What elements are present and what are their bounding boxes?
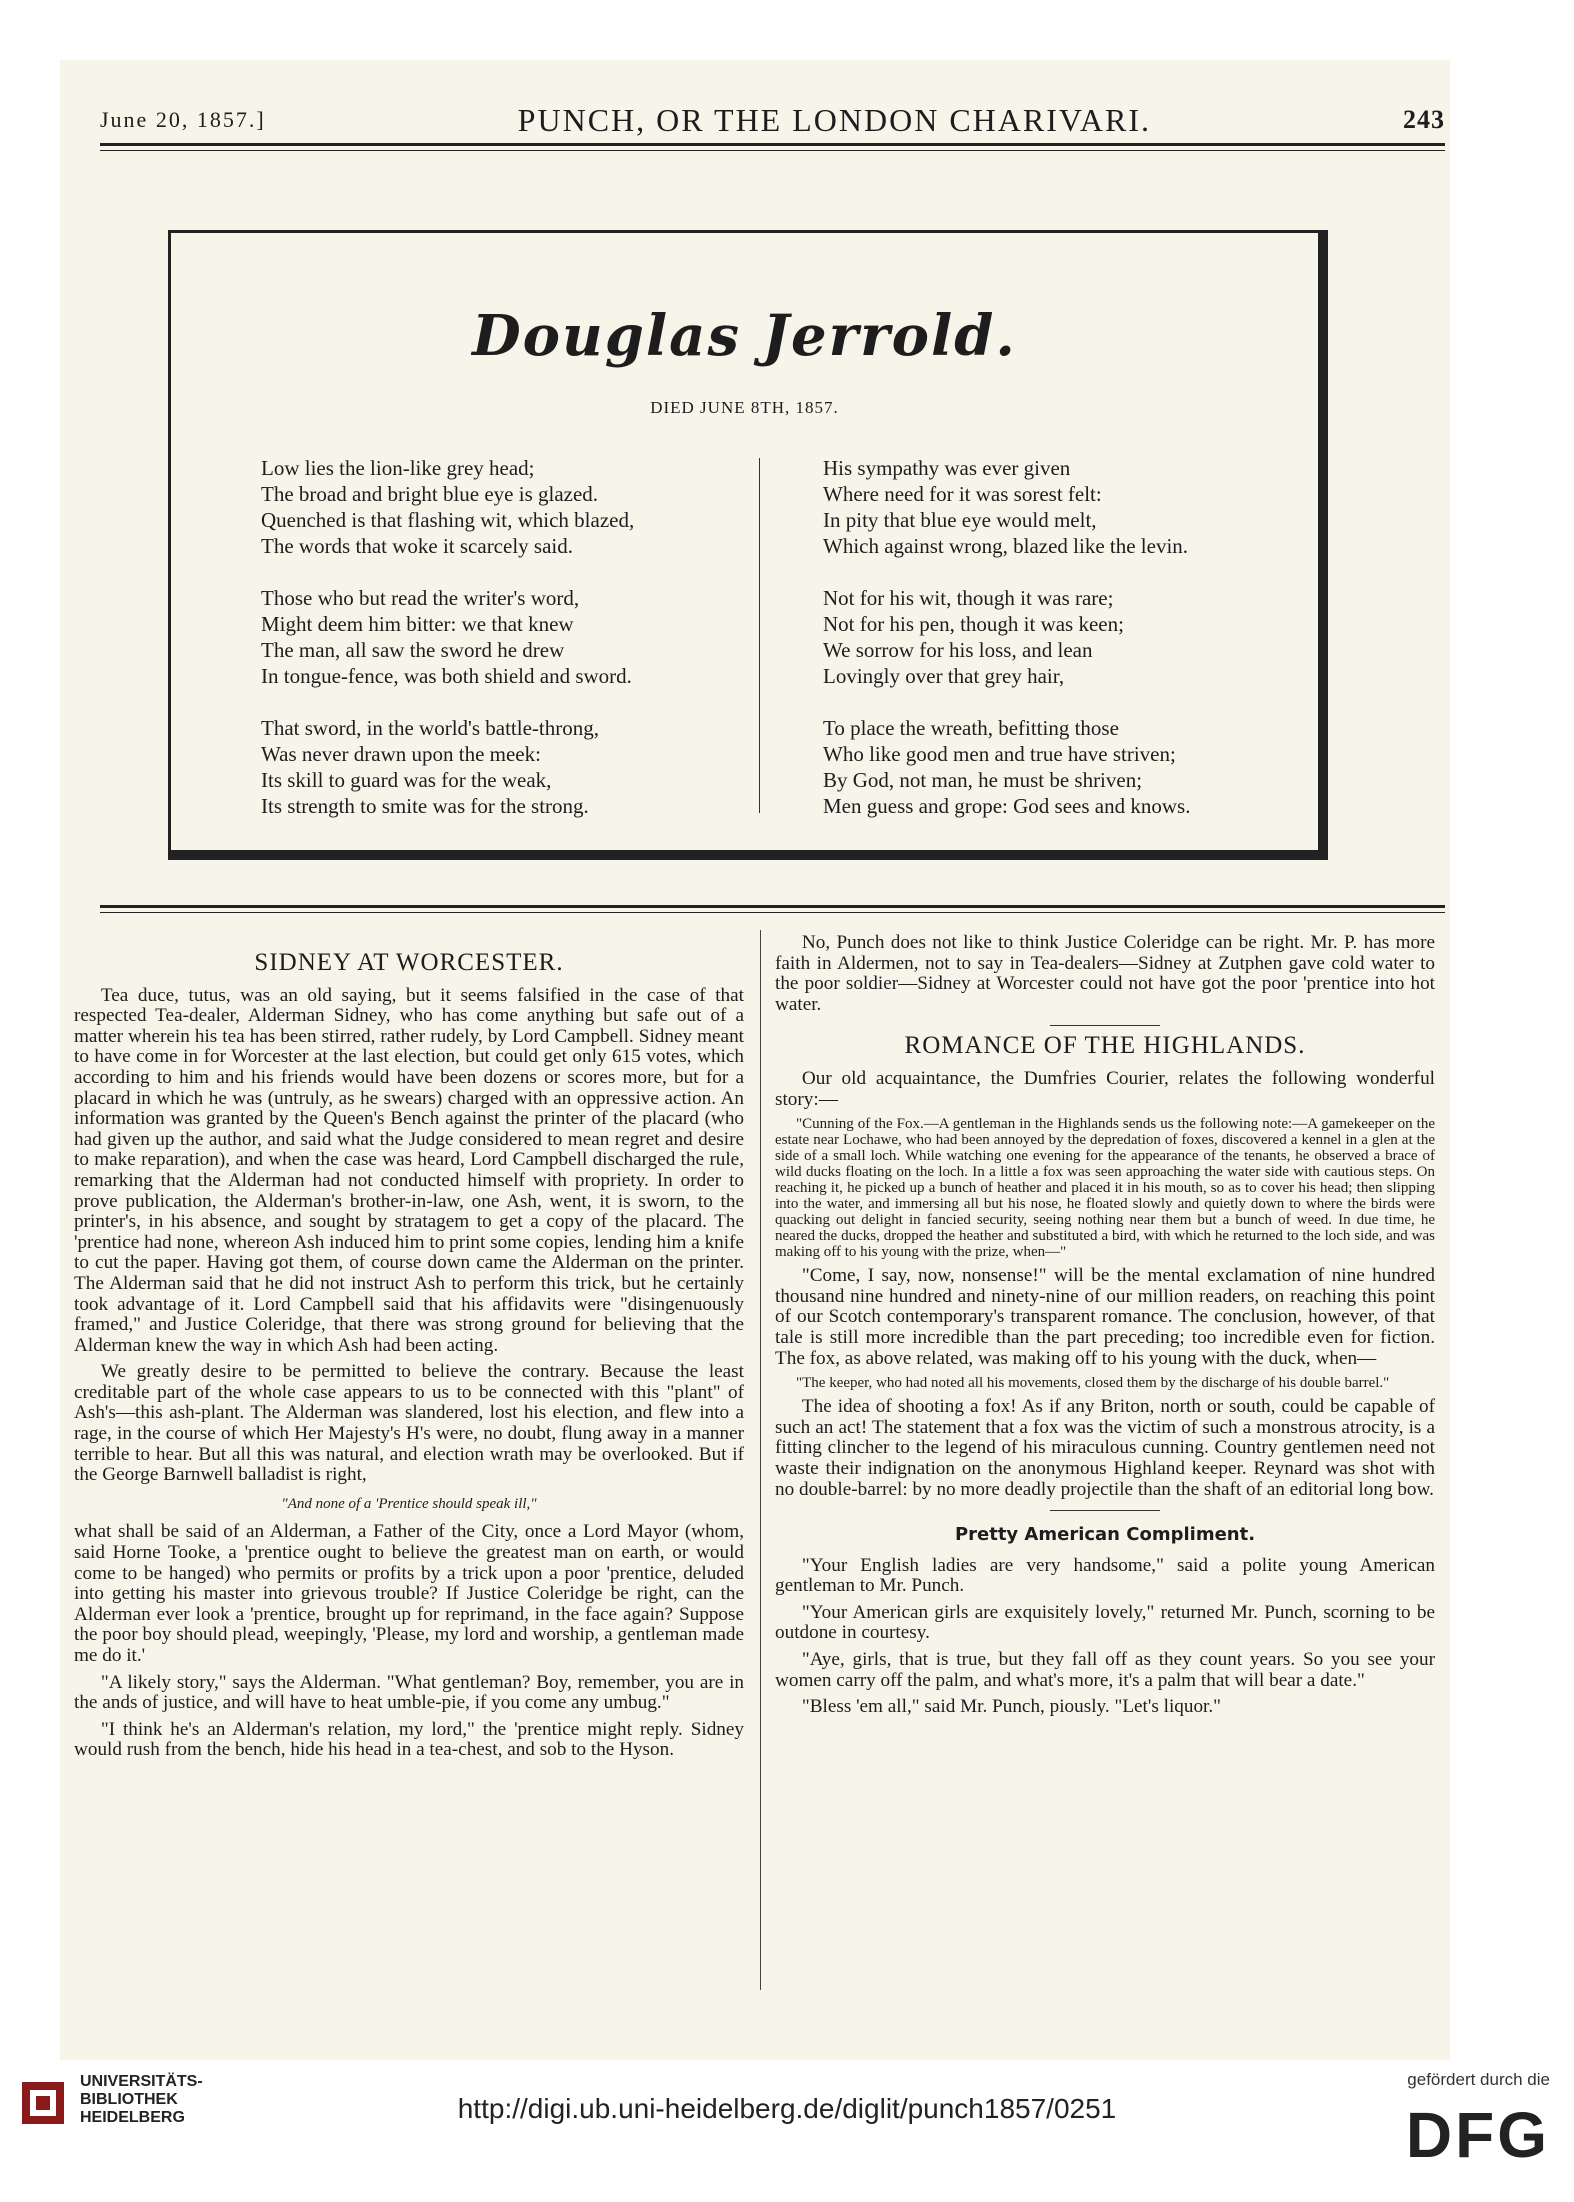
article-paragraph: No, Punch does not like to think Justice Coleridge can be right. Mr. P. has more faith in Aldermen, not to say in Tea-dealers—Sidney at Zutphen gave cold water to the poor soldier—Sidney at Worcester could not have got the poor 'prentice into hot water. bbox=[775, 932, 1435, 1015]
memorial-box bbox=[168, 230, 1328, 860]
column-divider bbox=[760, 930, 761, 1990]
page-number: 243 bbox=[1402, 105, 1445, 134]
page-header bbox=[100, 100, 1445, 140]
dfg-logo: DFG bbox=[1405, 2099, 1550, 2171]
article-paragraph: Tea duce, tutus, was an old saying, but it seems falsified in the case of that respected Tea-dealer, Alderman Sidney, who has come anything but safe out of a matter wherein his tea has been stirred, rather rudely, by Lord Campbell. Sidney meant to have come in for Worcester at the last election, but could get only 615 votes, which according to him and his friends would have been dozens or scores more, but for a placard in which he was (untruly, as he swears) charged with an oppressive action. An information was granted by the Queen's Bench against the printer of the placard (who had given up the author, and said what the Judge considered to mean regret and desire to make reparation), and when the case was heard, Lord Campbell discharged the rule, remarking that the Alderman had not conducted himself with propriety. In order to prove publication, the Alderman's brother-in-law, one Ash, went, it is sworn, to the printer's, in his absence, and sought by stratagem to get a copy of the placard. The 'prentice had none, whereon Ash induced him to print some copies, lending him a knife to cut the paper. Having got them, of course down came the Alderman on the printer. The Alderman said that he did not instruct Ash to perform this trick, but he certainly took advantage of it. Lord Campbell said that his affidavits were "disingenuously framed," and Justice Coleridge, that there was strong ground for believing that the Alderman knew the way in which Ash had been acting. bbox=[74, 984, 744, 1356]
left-article bbox=[74, 945, 744, 1767]
stanza bbox=[823, 455, 1253, 559]
poem-line: Not for his pen, though it was keen; bbox=[823, 612, 1124, 636]
article-paragraph: "Bless 'em all," said Mr. Punch, piously. "Let's liquor." bbox=[801, 1696, 1222, 1718]
newspaper-quote bbox=[775, 1375, 1435, 1391]
article-paragraph: The idea of shooting a fox! As if any Briton, north or south, could be capable of such an act! The statement that a fox was the victim of such a monstrous atrocity, is a fitting clincher to the legend of his miraculous cunning. Country gentlemen need not waste their indignation on the anonymous Highland keeper. Reynard was shot with no double-barrel: by no more deadly projectile than the shaft of an editorial long bow. bbox=[775, 1396, 1435, 1500]
poem-line: His sympathy was ever given bbox=[823, 456, 1071, 480]
quote-text: "The keeper, who had noted all his movements, closed them by the discharge of his double barrel." bbox=[796, 1375, 1390, 1392]
article-paragraph: "Your American girls are exquisitely lovely," returned Mr. Punch, scorning to be outdone in courtesy. bbox=[775, 1601, 1435, 1644]
short-rule bbox=[1050, 1510, 1160, 1511]
poem-line: Those who but read the writer's word, bbox=[261, 586, 580, 610]
poem-left-column bbox=[261, 455, 691, 845]
institution-name: UNIVERSITÄTS- BIBLIOTHEK HEIDELBERG bbox=[80, 2073, 203, 2126]
poem-divider bbox=[759, 458, 760, 813]
stanza bbox=[261, 455, 691, 559]
poem-line: Its skill to guard was for the weak, bbox=[261, 768, 552, 792]
poem-line: In pity that blue eye would melt, bbox=[823, 508, 1097, 532]
stanza bbox=[823, 585, 1253, 689]
article-title: Pretty American Compliment. bbox=[954, 1524, 1256, 1546]
poem-line: Might deem him bitter: we that knew bbox=[261, 612, 574, 636]
poem-line: In tongue-fence, was both shield and sword. bbox=[261, 664, 632, 688]
funding-note: gefördert durch die bbox=[1407, 2070, 1550, 2089]
short-rule bbox=[1050, 1025, 1160, 1026]
poem-line: Who like good men and true have striven; bbox=[823, 742, 1176, 766]
poem-line: We sorrow for his loss, and lean bbox=[823, 638, 1093, 662]
poem-line: Lovingly over that grey hair, bbox=[823, 664, 1065, 688]
poem-line: Quenched is that flashing wit, which blazed, bbox=[261, 508, 635, 532]
poem-line: Men guess and grope: God sees and knows. bbox=[823, 794, 1191, 818]
right-articles bbox=[775, 933, 1435, 1724]
section-rule bbox=[100, 905, 1445, 913]
article-paragraph: "Come, I say, now, nonsense!" will be the mental exclamation of nine hundred thousand nine hundred and ninety-nine of our million readers, on reaching this point of our Scotch contemporary's transparent romance. The conclusion, however, of that tale is still more incredible than the part preceding; too incredible even for fiction. The fox, as above related, was making off to his young with the duck, when— bbox=[775, 1265, 1435, 1369]
article-title: SIDNEY AT WORCESTER. bbox=[254, 949, 564, 976]
poem-line: Where need for it was sorest felt: bbox=[823, 482, 1102, 506]
article-paragraph: We greatly desire to be permitted to believe the contrary. Because the least creditable part of the whole case appears to us to be connected with this "plant" of Ash's—this ash-plant. The Alderman was slandered, lost his election, and flew into a rage, in the course of which Her Majesty's H's were, no doubt, flung away in a manner terrible to hear. But all this was natural, and election wrath may be overlooked. But if the George Barnwell balladist is right, bbox=[74, 1361, 744, 1486]
article-paragraph: what shall be said of an Alderman, a Father of the City, once a Lord Mayor (whom, said Horne Tooke, a 'prentice ought to believe the greatest man on earth, or would come to be hanged) who permits or profits by a trick upon a poor 'prentice, deluded into getting his master into grievous trouble? If Justice Coleridge be right, can the Alderman ever look a 'prentice, brought up for reprimand, in the face again? Suppose the poor boy should plead, weepingly, 'Please, my lord and worship, a gentleman made me do it.' bbox=[74, 1521, 744, 1666]
ballad-quote: "And none of a 'Prentice should speak ill," bbox=[281, 1495, 537, 1512]
article-paragraph: Our old acquaintance, the Dumfries Courier, relates the following wonderful story:— bbox=[775, 1067, 1435, 1110]
article-title: ROMANCE OF THE HIGHLANDS. bbox=[904, 1032, 1306, 1060]
poem-line: That sword, in the world's battle-throng, bbox=[261, 716, 599, 740]
poem-line: Was never drawn upon the meek: bbox=[261, 742, 541, 766]
header-date: June 20, 1857.] bbox=[100, 107, 266, 132]
poem-line: Its strength to smite was for the strong. bbox=[261, 794, 589, 818]
quote-text: "Cunning of the Fox.—A gentleman in the Highlands sends us the following note:—A gamekeeper on the estate near Lochawe, who had been annoyed by the depredation of foxes, discovered a kennel in a glen at the side of a small loch. While watching one evening for the appearance of the tenants, he observed a brace of wild ducks floating on the loch. In a little a fox was seen approaching the water side with cautious steps. On reaching it, he picked up a bunch of heather and placed it in his mouth, so as to cover his head; then slipping into the water, and immersing all but his nose, he floated slowly and quietly down to where the birds were quacking out delight in fancied security, seeing nothing near them but a bunch of weed. In due time, he neared the ducks, dropped the heather and substituted a bird, with which he returned to the loch side, and was making off to his young with the prize, when—" bbox=[775, 1116, 1435, 1261]
poem-line: Low lies the lion-like grey head; bbox=[261, 456, 535, 480]
article-paragraph: "I think he's an Alderman's relation, my lord," the 'prentice might reply. Sidney would rush from the bench, hide his head in a tea-chest, and sob to the Hyson. bbox=[74, 1718, 744, 1761]
poem-line: The words that woke it scarcely said. bbox=[261, 534, 573, 558]
poem-line: By God, not man, he must be shriven; bbox=[823, 768, 1143, 792]
permalink[interactable]: http://digi.ub.uni-heidelberg.de/diglit/punch1857/0251 bbox=[457, 2093, 1117, 2124]
viewer-footer bbox=[0, 2064, 1574, 2202]
poem-right-column bbox=[823, 455, 1253, 845]
stanza bbox=[261, 715, 691, 819]
poem-line: Not for his wit, though it was rare; bbox=[823, 586, 1114, 610]
stanza bbox=[823, 715, 1253, 819]
article-paragraph: "Aye, girls, that is true, but they fall off as they count years. So you see your women carry off the palm, and what's more, it's a palm that will bear a date." bbox=[775, 1649, 1435, 1691]
poem-line: Which against wrong, blazed like the levin. bbox=[823, 534, 1189, 558]
article-paragraph: "A likely story," says the Alderman. "What gentleman? Boy, remember, you are in the ands of justice, and will have to heat umble-pie, if you come any umbug." bbox=[74, 1671, 744, 1714]
stanza bbox=[261, 585, 691, 689]
newspaper-quote bbox=[775, 1116, 1435, 1260]
memorial-subheading: DIED JUNE 8TH, 1857. bbox=[650, 398, 839, 417]
memorial-heading: Douglas Jerrold. bbox=[472, 303, 1017, 369]
poem-line: The man, all saw the sword he drew bbox=[261, 638, 565, 662]
header-title: PUNCH, OR THE LONDON CHARIVARI. bbox=[517, 101, 1151, 138]
poem-line: The broad and bright blue eye is glazed. bbox=[261, 482, 599, 506]
poem-line: To place the wreath, befitting those bbox=[823, 716, 1119, 740]
article-paragraph: "Your English ladies are very handsome," said a polite young American gentleman to Mr. Punch. bbox=[775, 1554, 1435, 1597]
header-rule bbox=[100, 143, 1445, 151]
